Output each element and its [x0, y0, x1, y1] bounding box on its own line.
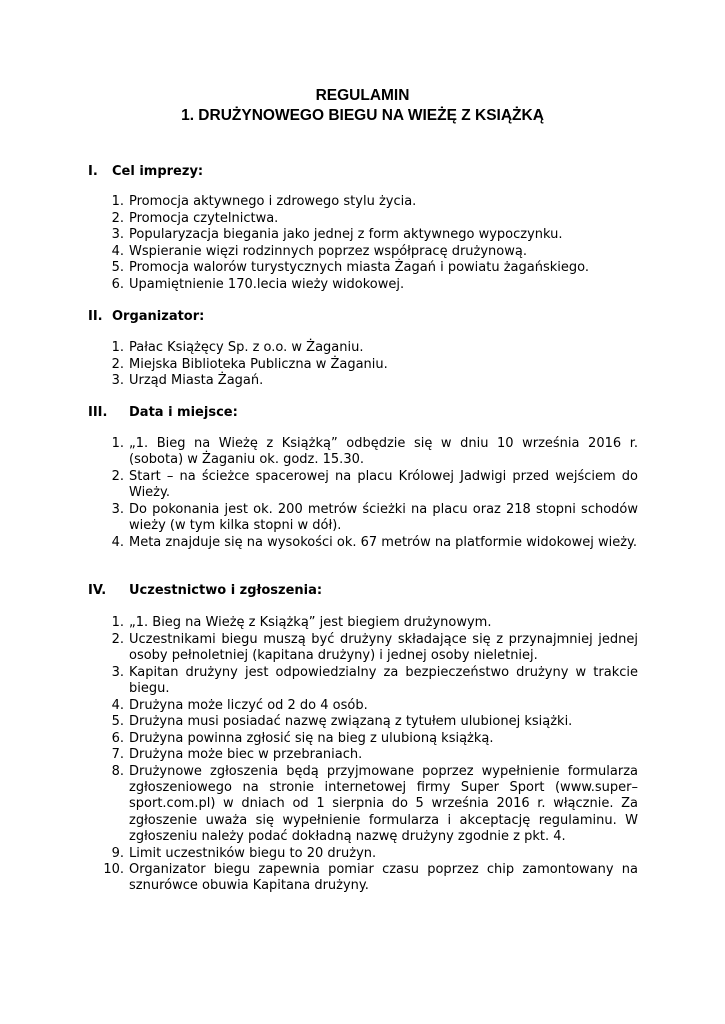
- list-item-number: 7.: [111, 747, 124, 762]
- list-item-number: 3.: [111, 227, 124, 242]
- list-item-text: Promocja walorów turystycznych miasta Żagań i powiatu żagańskiego.: [129, 260, 589, 275]
- list-item-number: 2.: [111, 631, 124, 647]
- list-item-number: 8.: [111, 763, 124, 779]
- section-heading-3: [88, 405, 238, 421]
- list-item-number: 3.: [111, 502, 124, 517]
- document-subtitle: 1. DRUŻYNOWEGO BIEGU NA WIEŻĘ Z KSIĄŻKĄ: [181, 107, 544, 124]
- list-item-text: Uczestnikami biegu muszą być drużyny składające się z przynajmniej jednej osoby pełnoletniej (kapitana drużyny) i jednej osoby nieletniej.: [129, 631, 638, 663]
- list-item-text: Drużyna musi posiadać nazwę związaną z tytułem ulubionej książki.: [129, 714, 573, 729]
- section-number: II.: [88, 309, 103, 324]
- list-item-text: Promocja czytelnictwa.: [129, 210, 279, 226]
- list-item-text: „1. Bieg na Wieżę z Książką” jest biegiem drużynowym.: [129, 615, 492, 630]
- list-item-text: Organizator biegu zapewnia pomiar czasu poprzez chip zamontowany na sznurówce obuwia Kapitana drużyny.: [129, 862, 638, 894]
- list-item-number: 6.: [111, 730, 124, 746]
- list-item-text: Popularyzacja biegania jako jednej z form aktywnego wypoczynku.: [129, 227, 563, 242]
- list-item-text: Start – na ścieżce spacerowej na placu Królowej Jadwigi przed wejściem do Wieży.: [129, 469, 638, 501]
- section-heading-4: [88, 583, 323, 599]
- list-item-number: 2.: [111, 356, 124, 372]
- list-item-number: 9.: [111, 845, 124, 861]
- list-item-text: Drużyna może liczyć od 2 do 4 osób.: [129, 697, 368, 713]
- list-item-text: Limit uczestników biegu to 20 drużyn.: [129, 845, 377, 861]
- section-title: Organizator:: [112, 309, 205, 324]
- section-number: III.: [88, 405, 108, 420]
- section-title: Data i miejsce:: [129, 405, 238, 420]
- section-title: Cel imprezy:: [112, 164, 204, 179]
- section-number: IV.: [88, 583, 107, 598]
- list-item-text: Drużyna może biec w przebraniach.: [129, 747, 363, 762]
- list-item-text: „1. Bieg na Wieżę z Książką” odbędzie się w dniu 10 września 2016 r. (sobota) w Żaganiu ok. godz. 15.30.: [129, 436, 638, 468]
- list-item-number: 4.: [111, 697, 124, 713]
- document-title: REGULAMIN: [315, 87, 410, 104]
- list-item-number: 5.: [111, 714, 124, 729]
- section-heading-1: [88, 164, 204, 180]
- list-item-text: Drużynowe zgłoszenia będą przyjmowane poprzez wypełnienie formularza zgłoszeniowego na stronie internetowej firmy Super Sport (www.super–sport.com.pl) w dniach od 1 sierpnia do 5 września 2016 r. włącznie. Za zgłoszenie uważa się wypełnienie formularza i akceptację regulaminu. W zgłoszeniu należy podać dokładną nazwę drużyny zgodnie z pkt. 4.: [129, 763, 638, 845]
- list-item-text: Urząd Miasta Żagań.: [129, 373, 264, 388]
- list-item-text: Promocja aktywnego i zdrowego stylu życia.: [129, 194, 417, 209]
- list-item-text: Miejska Biblioteka Publiczna w Żaganiu.: [129, 356, 388, 372]
- list-item-number: 3.: [111, 664, 124, 680]
- list-item-text: Meta znajduje się na wysokości ok. 67 metrów na platformie widokowej wieży.: [129, 535, 638, 550]
- list-item-text: Upamiętnienie 170.lecia wieży widokowej.: [129, 276, 405, 292]
- list-item-number: 4.: [111, 243, 124, 259]
- list-item-text: Do pokonania jest ok. 200 metrów ścieżki na placu oraz 218 stopni schodów wieży (w tym kilka stopni w dół).: [129, 502, 638, 534]
- list-item-text: Drużyna powinna zgłosić się na bieg z ulubioną książką.: [129, 730, 494, 746]
- list-item-number: 2.: [111, 210, 124, 226]
- section-heading-2: [88, 309, 205, 325]
- section-title: Uczestnictwo i zgłoszenia:: [129, 583, 323, 598]
- list-item-number: 2.: [111, 469, 124, 484]
- list-item-text: Kapitan drużyny jest odpowiedzialny za bezpieczeństwo drużyny w trakcie biegu.: [129, 664, 638, 696]
- list-item-number: 1.: [111, 340, 124, 355]
- list-item-number: 6.: [111, 276, 124, 292]
- list-item-number: 10.: [103, 862, 124, 877]
- list-item-number: 4.: [111, 535, 124, 550]
- section-number: I.: [88, 164, 98, 179]
- list-item-number: 1.: [111, 615, 124, 630]
- list-item-text: Pałac Książęcy Sp. z o.o. w Żaganiu.: [129, 340, 364, 355]
- list-item-text: Wspieranie więzi rodzinnych poprzez współpracę drużynową.: [129, 243, 527, 259]
- list-item-number: 1.: [111, 194, 124, 209]
- list-item-number: 3.: [111, 373, 124, 388]
- list-item-number: 1.: [111, 436, 124, 451]
- list-item-number: 5.: [111, 260, 124, 275]
